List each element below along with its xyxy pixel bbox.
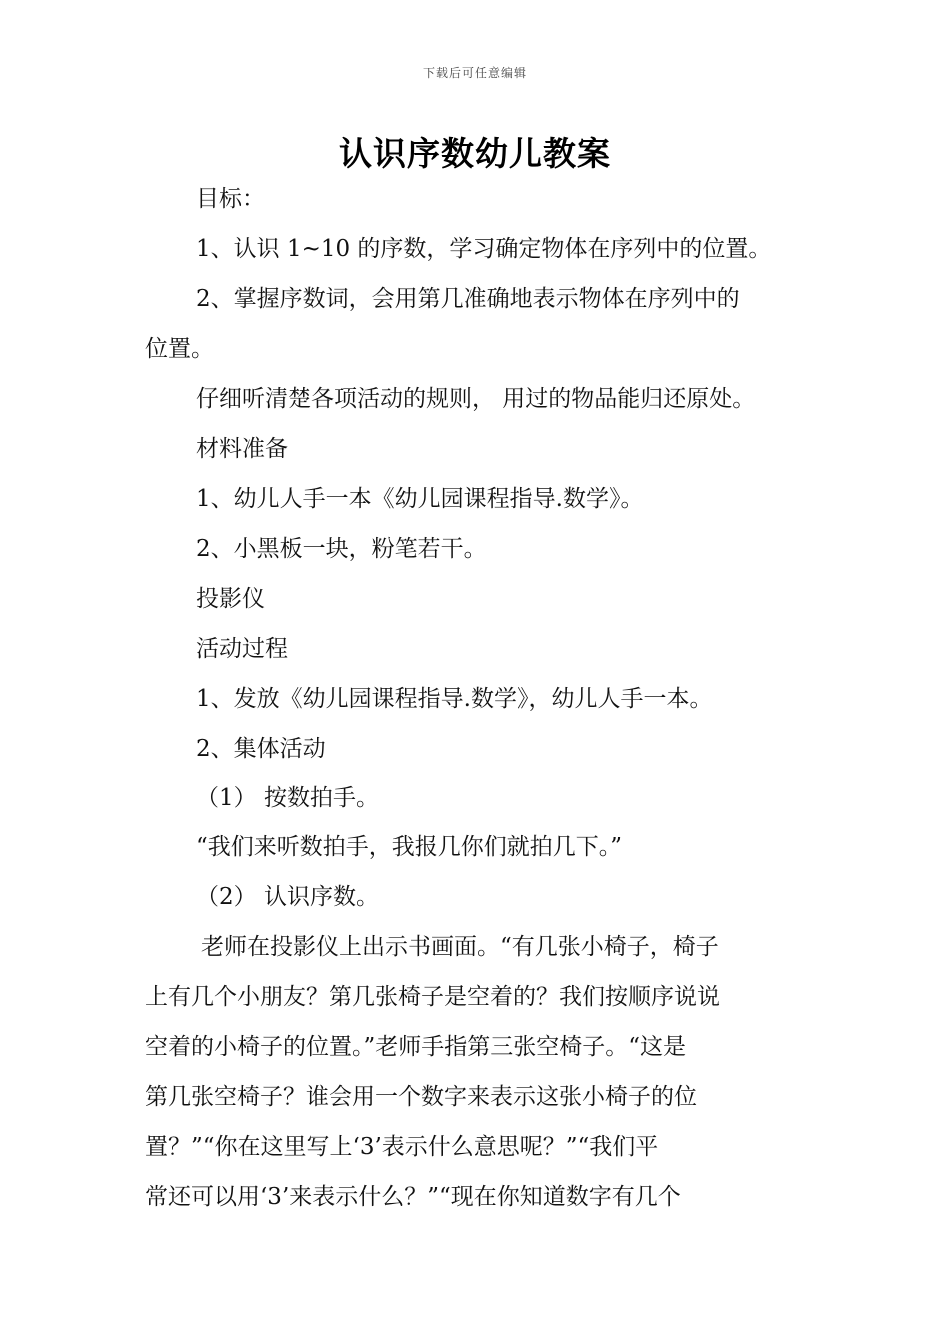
paragraph-line: 位置。 xyxy=(145,336,214,362)
paragraph-line: 投影仪 xyxy=(196,586,265,612)
paragraph-line: 1、幼儿人手一本《幼儿园课程指导.数学》。 xyxy=(196,486,644,512)
section-heading-process: 活动过程 xyxy=(196,636,288,662)
paragraph-line: 2、小黑板一块，粉笔若干。 xyxy=(196,536,487,562)
download-note: 下载后可任意编辑 xyxy=(422,66,527,80)
section-heading-materials: 材料准备 xyxy=(196,436,288,462)
paragraph-line: 2、掌握序数词，会用第几准确地表示物体在序列中的 xyxy=(196,286,740,312)
paragraph-line: 常还可以用‘3’来表示什么？”“现在你知道数字有几个 xyxy=(145,1184,681,1210)
paragraph-line: 上有几个小朋友？第几张椅子是空着的？我们按顺序说说 xyxy=(145,984,720,1010)
paragraph-line: （1） 按数拍手。 xyxy=(196,785,379,811)
page-title: 认识序数幼儿教案 xyxy=(339,134,611,173)
paragraph-line: 空着的小椅子的位置。”老师手指第三张空椅子。“这是 xyxy=(145,1034,687,1060)
section-heading-goals: 目标： xyxy=(196,186,265,212)
paragraph-line: 1、认识 1~10 的序数，学习确定物体在序列中的位置。 xyxy=(196,236,772,262)
paragraph-line: 第几张空椅子？谁会用一个数字来表示这张小椅子的位 xyxy=(145,1084,697,1110)
paragraph-line: 置？”“你在这里写上‘3’表示什么意思呢？”“我们平 xyxy=(145,1134,659,1160)
paragraph-line: 老师在投影仪上出示书画面。“有几张小椅子，椅子 xyxy=(201,934,719,960)
paragraph-line: “我们来听数拍手，我报几你们就拍几下。” xyxy=(196,834,623,860)
paragraph-line: 1、发放《幼儿园课程指导.数学》，幼儿人手一本。 xyxy=(196,686,713,712)
paragraph-line: （2） 认识序数。 xyxy=(196,884,379,910)
paragraph-line: 仔细听清楚各项活动的规则， 用过的物品能归还原处。 xyxy=(196,386,756,412)
paragraph-line: 2、集体活动 xyxy=(196,736,326,762)
